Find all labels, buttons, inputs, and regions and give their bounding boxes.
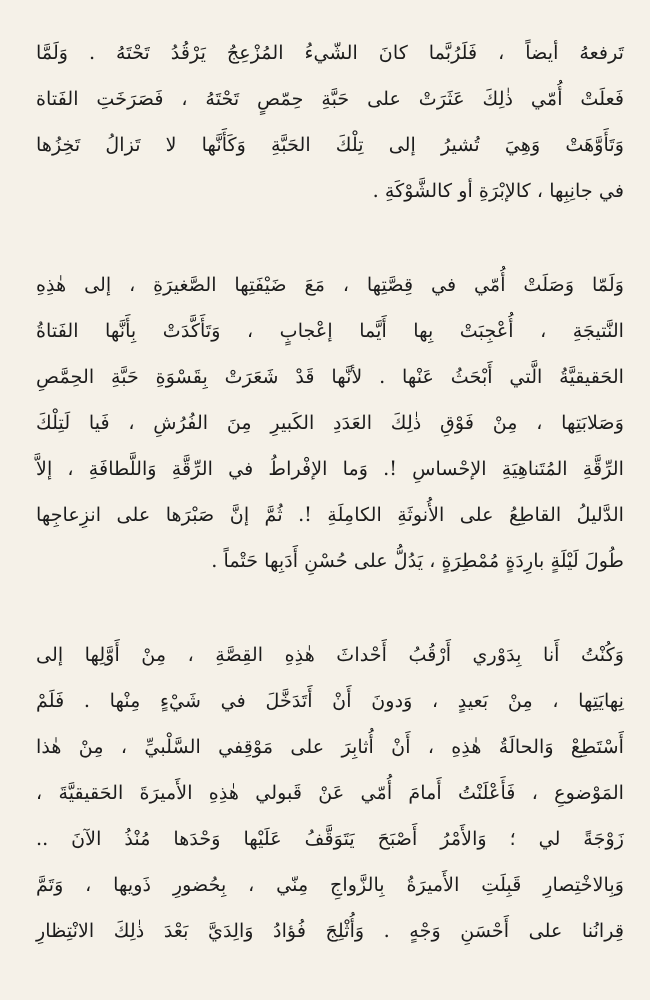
paragraph-1 — [36, 30, 624, 214]
text-line: أَسْتَطِعْ وَالحالَةُ هٰذِهِ ، أَنْ أُثابِرَ على مَوْقِفي السَّلْبيِّ ، مِنْ هٰذا — [36, 735, 624, 758]
text-line: تَرفعهُ أيضاً ، فَلَرُبَّما كانَ الشّيءُ المُزْعِجُ يَرْقُدُ تَحْتَهُ . وَلَمَّا — [36, 41, 624, 64]
text-line: الدَّليلُ القاطِعُ على الأُنوثَةِ الكامِلَةِ !. ثُمَّ إنَّ صَبْرَها على انزِعاجِها — [36, 503, 624, 526]
text-line: الحَقيقيَّةُ الَّتي أَبْحَثُ عَنْها . لأنَّها قَدْ شَعَرَتْ بِقَسْوَةِ حَبَّةِ الحِمَّصِ — [36, 365, 624, 388]
text-line: وَكُنْتُ أَنا بِدَوْري أَرْقُبُ أَحْداثَ هٰذِهِ القِصَّةِ ، مِنْ أَوَّلِها إلى — [36, 643, 624, 666]
text-line: النَّتيجَةِ ، أُعْجِبَتْ بِها أَيَّما إعْجابٍ ، وَتَأَكَّدَتْ بِأَنَّها الفَتاةُ — [36, 319, 624, 342]
text-line: في جانِبِها ، كالإبْرَةِ أو كالشَّوْكَةِ . — [372, 179, 624, 202]
text-line: وَلَمّا وَصَلَتْ أُمّي في قِصَّتِها ، مَعَ ضَيْفَتِها الصَّغيرَةِ ، إلى هٰذِهِ — [36, 273, 624, 296]
text-line: المَوْضوعِ ، فَأَعْلَنْتُ أَمامَ أُمّي عَنْ قَبولي هٰذِهِ الأَميرَةَ الحَقيقيَّةَ ، — [36, 781, 624, 804]
text-line: وَبِالاخْتِصارِ قَبِلَتِ الأَميرَةُ بِالزَّواجِ مِنّي ، بِحُضورِ ذَويها ، وَتَمَّ — [36, 873, 624, 896]
text-line: وَصَلابَتِها ، مِنْ فَوْقِ ذٰلِكَ العَدَدِ الكَبيرِ مِنَ الفُرُشِ ، فَيا لَتِلْكَ — [36, 411, 624, 434]
text-line: طُولَ لَيْلَةٍ بارِدَةٍ مُمْطِرَةٍ ، يَدُلُّ على حُسْنِ أَدَبِها حَتْماً . — [211, 549, 624, 572]
paragraph-2 — [36, 262, 624, 584]
text-line: وَتَأَوَّهَتْ وَهِيَ تُشيرُ إلى تِلْكَ الحَبَّةِ وَكَأَنَّها لا تَزالُ تَخِزُها — [36, 133, 624, 156]
text-line: الرِّقَّةِ المُتَناهِيَةِ الإحْساسِ !. وَما الإفْراطُ في الرِّقَّةِ وَاللَّطافَةِ ، إلاَّ — [36, 457, 624, 480]
text-line: فَعلَتْ أُمّي ذٰلِكَ عَثَرَتْ على حَبَّةِ حِمّصٍ تَحْتَهُ ، فَصَرَخَتِ الفَتاة — [36, 87, 624, 110]
text-line: نِهايَتِها ، مِنْ بَعيدٍ ، وَدونَ أَنْ أَتَدَخَّلَ في شَيْءٍ مِنْها . فَلَمْ — [36, 689, 624, 712]
paragraph-3 — [36, 632, 624, 954]
paragraph-spacer — [36, 214, 624, 262]
paragraph-spacer — [36, 584, 624, 632]
text-line: زَوْجَةً لي ؛ وَالأَمْرُ أَصْبَحَ يَتَوَقَّفُ عَلَيْها وَحْدَها مُنْذُ الآنَ .. — [36, 827, 624, 850]
text-line: قِرانُنا على أَحْسَنِ وَجْهٍ . وَأُثْلِجَ فُؤادُ وَالِدَيَّ بَعْدَ ذٰلِكَ الانْتِظارِ — [36, 919, 624, 942]
